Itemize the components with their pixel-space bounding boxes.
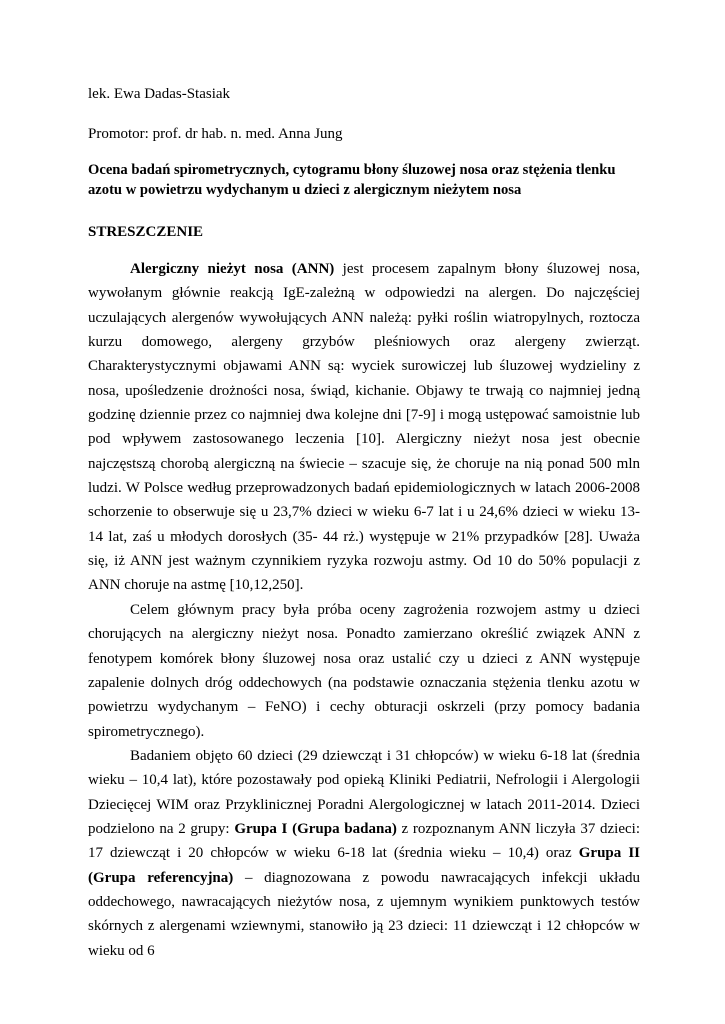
title-line-2: azotu w powietrzu wydychanym u dzieci z alergicznym nieżytem nosa bbox=[88, 182, 522, 198]
document-page bbox=[88, 84, 640, 963]
paragraph-3-text-b: z rozpoznanym ANN liczyła 37 dzieci: 17 dziewcząt i 20 chłopców w wieku 6-18 lat (średnia wieku – 10,4) oraz bbox=[88, 820, 640, 862]
paragraph-1-text: jest procesem zapalnym błony śluzowej nosa, wywołanym głównie reakcją IgE-zależną w odpowiedzi na alergen. Do najczęściej uczulających alergenów wywołujących ANN należą: pyłki roślin wiatropylnych, roztocza kurzu domowego, alergeny grzybów pleśniowych oraz alergeny zwierząt. Charakterystycznymi objawami ANN są: wyciek surowiczej lub śluzowej wydzieliny z nosa, upośledzenie drożności nosa, świąd, kichanie. Objawy te trwają co najmniej jedną godzinę dziennie przez co najmniej dwa kolejne dni [7-9] i mogą ustępować samoistnie lub pod wpływem zastosowanego leczenia [10]. Alergiczny nieżyt nosa jest obecnie najczęstszą chorobą alergiczną na świecie – szacuje się, że choruje na nią ponad 500 mln ludzi. W Polsce według przeprowadzonych badań epidemiologicznych w latach 2006-2008 schorzenie to obserwuje się u 23,7% dzieci w wieku 6-7 lat i u 24,6% dzieci w wieku 13- 14 lat, zaś u młodych dorosłych (35- 44 rż.) występuje w 21% przypadków [28]. Uważa się, iż ANN jest ważnym czynnikiem ryzyka rozwoju astmy. Od 10 do 50% populacji z ANN choruje na astmę [10,12,250]. bbox=[88, 261, 640, 594]
paragraph-3-text-a: Badaniem objęto 60 dzieci (29 dziewcząt i 31 chłopców) w wieku 6-18 lat (średnia wieku – 10,4 lat), które pozostawały pod opieką Kliniki Pediatrii, Nefrologii i Alergologii Dziecięcej WIM oraz Przyklinicznej Poradni Alergologicznej w latach 2011-2014. Dzieci podzielono na 2 grupy: bbox=[88, 747, 640, 837]
paragraph-2: Celem głównym pracy była próba oceny zagrożenia rozwojem astmy u dzieci chorujących na alergiczny nieżyt nosa. Ponadto zamierzano określić związek ANN z fenotypem komórek błony śluzowej nosa oraz ustalić czy u dzieci z ANN występuje zapalenie dolnych dróg oddechowych (na podstawie oznaczania stężenia tlenku azotu w powietrzu wydychanym – FeNO) i cechy obturacji oskrzeli (przy pomocy badania spirometrycznego). bbox=[88, 601, 640, 740]
group-1-label: Grupa I (Grupa badana) bbox=[234, 820, 397, 837]
paragraph-3-text-c: – diagnozowana z powodu nawracających infekcji układu oddechowego, nawracających nieżytów nosa, z ujemnym wynikiem punktowych testów skórnych z alergenami wziewnymi, stanowiło ją 23 dzieci: 11 dziewcząt i 12 chłopców w wieku od 6 bbox=[88, 869, 640, 959]
paragraph-3 bbox=[88, 744, 640, 963]
group-2-label: Grupa II (Grupa referencyjna) bbox=[88, 845, 640, 886]
title-line-1: Ocena badań spirometrycznych, cytogramu błony śluzowej nosa oraz stężenia tlenku bbox=[88, 162, 616, 178]
promotor-line: Promotor: prof. dr hab. n. med. Anna Jung bbox=[88, 126, 343, 142]
paragraph-1-bold: Alergiczny nieżyt nosa (ANN) bbox=[130, 261, 335, 277]
paragraph-1 bbox=[88, 257, 640, 598]
document-title bbox=[88, 160, 640, 200]
section-heading: STRESZCZENIE bbox=[88, 224, 204, 240]
author-name: lek. Ewa Dadas-Stasiak bbox=[88, 86, 231, 102]
